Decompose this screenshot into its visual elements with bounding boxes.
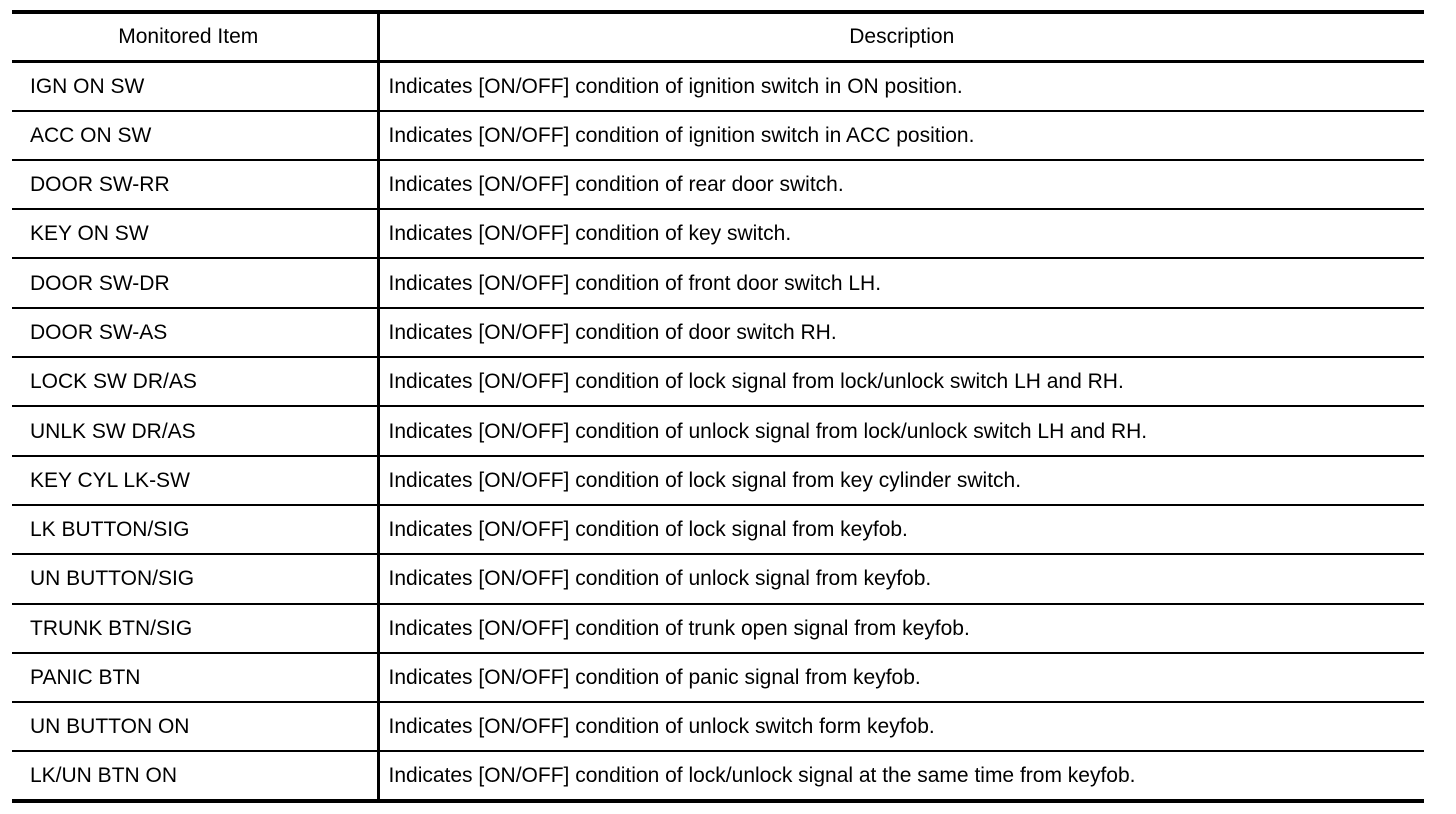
header-row — [12, 12, 1424, 61]
description-cell: Indicates [ON/OFF] condition of unlock signal from lock/unlock switch LH and RH. — [378, 406, 1424, 455]
monitored-item-cell: DOOR SW-AS — [12, 308, 378, 357]
table-row — [12, 702, 1424, 751]
monitored-item-cell: LOCK SW DR/AS — [12, 357, 378, 406]
table-row — [12, 61, 1424, 110]
table-row — [12, 604, 1424, 653]
table-row — [12, 554, 1424, 603]
description-cell: Indicates [ON/OFF] condition of lock/unlock signal at the same time from keyfob. — [388, 764, 1136, 788]
monitored-item-cell: LK BUTTON/SIG — [12, 505, 378, 554]
description-cell: Indicates [ON/OFF] condition of key switch. — [378, 209, 1424, 258]
description-cell: Indicates [ON/OFF] condition of rear door switch. — [378, 160, 1424, 209]
description-cell: Indicates [ON/OFF] condition of unlock switch form keyfob. — [378, 702, 1424, 751]
table-row — [12, 357, 1424, 406]
monitored-item-cell: ACC ON SW — [12, 111, 378, 160]
monitored-item-cell: DOOR SW-DR — [12, 258, 378, 307]
table-row — [12, 160, 1424, 209]
monitored-item-cell: KEY ON SW — [12, 209, 378, 258]
description-cell: Indicates [ON/OFF] condition of door switch RH. — [378, 308, 1424, 357]
monitored-item-cell: TRUNK BTN/SIG — [12, 604, 378, 653]
table-row — [12, 406, 1424, 455]
table-row — [12, 456, 1424, 505]
monitored-item-cell: IGN ON SW — [12, 61, 378, 110]
monitored-item-cell: PANIC BTN — [12, 653, 378, 702]
table-row — [12, 258, 1424, 307]
table-row — [12, 111, 1424, 160]
monitored-item-cell: UN BUTTON ON — [12, 702, 378, 751]
monitored-item-cell: KEY CYL LK-SW — [12, 456, 378, 505]
description-cell: Indicates [ON/OFF] condition of lock signal from keyfob. — [378, 505, 1424, 554]
table-row — [12, 653, 1424, 702]
description-cell: Indicates [ON/OFF] condition of ignition switch in ACC position. — [378, 111, 1424, 160]
table-row — [12, 505, 1424, 554]
table-row — [12, 308, 1424, 357]
description-cell: Indicates [ON/OFF] condition of front door switch LH. — [378, 258, 1424, 307]
description-cell: Indicates [ON/OFF] condition of ignition switch in ON position. — [378, 61, 1424, 110]
description-cell: Indicates [ON/OFF] condition of lock signal from key cylinder switch. — [378, 456, 1424, 505]
description-cell: Indicates [ON/OFF] condition of lock signal from lock/unlock switch LH and RH. — [378, 357, 1424, 406]
description-cell: Indicates [ON/OFF] condition of panic signal from keyfob. — [378, 653, 1424, 702]
table-row — [12, 751, 1424, 800]
table-row — [12, 209, 1424, 258]
monitored-item-cell: UN BUTTON/SIG — [12, 554, 378, 603]
description-cell: Indicates [ON/OFF] condition of unlock signal from keyfob. — [378, 554, 1424, 603]
monitored-item-cell: LK/UN BTN ON — [12, 751, 378, 800]
monitored-items-table-container — [12, 10, 1424, 803]
table-header — [12, 12, 1424, 61]
description-cell: Indicates [ON/OFF] condition of trunk open signal from keyfob. — [378, 604, 1424, 653]
monitored-item-cell: UNLK SW DR/AS — [12, 406, 378, 455]
monitored-items-table — [12, 10, 1424, 803]
table-body — [12, 61, 1424, 800]
header-description: Description — [378, 12, 1424, 61]
monitored-item-cell: DOOR SW-RR — [12, 160, 378, 209]
header-monitored-item: Monitored Item — [12, 12, 378, 61]
